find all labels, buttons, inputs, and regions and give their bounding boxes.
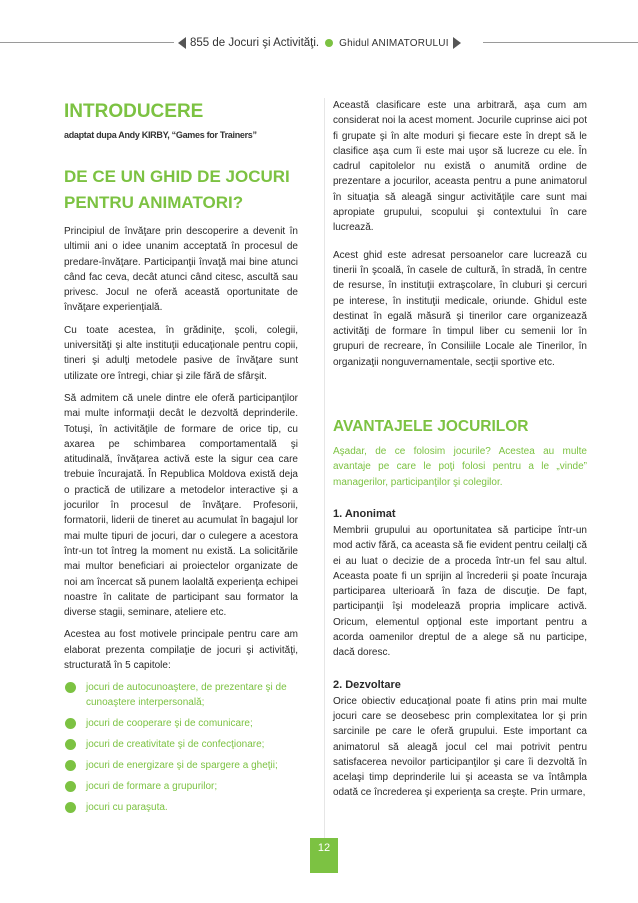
green-dot-icon (325, 39, 333, 47)
paragraph: Principiul de învăţare prin descoperire a devenit în ultimii ani o idee unanim acceptată în procesul de predare-învăţare. Participanţii învaţă mai bine atunci când fac ceva, decât atunci când citesc, ascultă sau privesc. Jocul ne oferă această oportunitate de învăţare experienţială. (64, 226, 298, 314)
paragraph: Acest ghid este adresat persoanelor care lucrează cu tinerii în şcoală, în casele de cultură, în stradă, în centre de resurse, în instituţii extraşcolare, în cluburi şi cercuri pe interese, în instituţii medicale, oriunde. Ghidul este destinat în egală măsură şi tinerilor care organizează activităţi de formare în timpul liber cu semenii lor în grupuri de recreare, în Consiliile Locale ale Tinerilor, în organizaţii nonguvernamentale, secţii sportive etc. (333, 249, 587, 368)
bullet-icon (65, 802, 76, 813)
subsection-title-anonimat: 1. Anonimat (333, 507, 396, 520)
paragraph: Orice obiectiv educaţional poate fi atins prin mai multe jocuri care se deosebesc prin complexitatea lor şi prin sarcinile pe care le oferă grupului. Este important ca animatorul să aleagă jocul cel mai potrivit pentru satisfacerea nevoilor participanţilor şi care îi dezvoltă în acelaşi timp deprinderile lui şi aceasta se va întâmpla odată ce încrederea şi experienţa sa creşte. Prin urmare, (333, 695, 587, 799)
list-item: jocuri de energizare şi de spargere a gheţii; (84, 758, 298, 773)
header-rule-right (483, 42, 638, 43)
list-item: jocuri de cooperare şi de comunicare; (84, 716, 298, 731)
list-item: jocuri de autocunoaştere, de prezentare şi de cunoaştere interpersonală; (84, 680, 298, 710)
section-heading-introducere: INTRODUCERE (64, 101, 204, 122)
section-heading-avantajele: AVANTAJELE JOCURILOR (333, 418, 529, 436)
paragraph: Cu toate acestea, în grădiniţe, şcoli, colegii, universităţi şi alte instituţii educaţionale pentru copii, tineri şi adulţi metodele pasive de învăţare sunt utilizate ore întregi, chiar şi zile fără de sfârşit. (64, 324, 298, 382)
bullet-icon (65, 682, 76, 693)
paragraph: Membrii grupului au oportunitatea să participe într-un mod activ fără, ca aceasta să fie evident pentru ceilalţi că ei au luat o decizie de a proceda într-un fel sau altul. Aceasta poate fi un sprijin al încrederii şi poate încuraja participarea ulterioară în faza de discuţie. De fapt, participanţii îşi modelează propria implicare activă. Oricum, elementul opţional este important pentru a acorda oamenilor dreptul de a alege să nu participe, dacă doresc. (333, 524, 587, 659)
list-item: jocuri de creativitate şi de confecţionare; (84, 737, 298, 752)
byline: adaptat dupa Andy KIRBY, “Games for Trainers” (64, 130, 257, 140)
chapter-list (64, 680, 298, 815)
paragraph: Această clasificare este una arbitrară, aşa cum am considerat noi la acest moment. Jocurile cuprinse aici pot fi grupate şi în alte moduri şi fiecare este în drept să le clasifice aşa cum îi este mai uşor să lucreze cu ele. În cadrul capitolelor nu există o anumită ordine de prezentare a jocurilor, aceasta pentru a pune animatorul în situaţia să aleagă singur activităţile care sunt mai apropiate grupului, scopului şi contextului în care lucrează. (333, 100, 587, 234)
running-header (0, 32, 638, 54)
left-column (64, 100, 298, 821)
subsection-title-dezvoltare: 2. Dezvoltare (333, 678, 401, 691)
subheading-guide: DE CE UN GHID DE JOCURI PENTRU ANIMATORI? (64, 167, 290, 212)
header-content (178, 35, 461, 51)
header-rule-left (0, 42, 174, 43)
bullet-icon (65, 739, 76, 750)
list-item: jocuri cu paraşuta. (84, 800, 298, 815)
header-title: 855 de Jocuri şi Activităţi. (190, 37, 320, 49)
paragraph: Acestea au fost motivele principale pentru care am elaborat prezenta compilaţie de jocuri şi activităţi, structurată în 5 capitole: (64, 629, 298, 672)
bullet-icon (65, 760, 76, 771)
right-column (333, 98, 587, 808)
triangle-right-icon (453, 37, 461, 49)
page-number: 12 (317, 842, 331, 854)
advantages-intro: Aşadar, de ce folosim jocurile? Acestea au multe avantaje pe care le poţi folosi pentru a le „vinde” managerilor, participanţilor şi colegilor. (333, 446, 587, 488)
bullet-icon (65, 718, 76, 729)
column-divider (324, 98, 325, 838)
bullet-icon (65, 781, 76, 792)
header-subtitle: Ghidul ANIMATORULUI (339, 37, 449, 49)
triangle-left-icon (178, 37, 186, 49)
list-item: jocuri de formare a grupurilor; (84, 779, 298, 794)
paragraph: Să admitem că unele dintre ele oferă participanţilor mai multe informaţii decât le dezvoltă deprinderile. Totuşi, în activităţile de formare de orice tip, cu axarea pe schimbarea comportamentală şi atitudinală, învăţarea activă este la sigur cea care trebuie încurajată. În Republica Moldova există deja o practică de utilizare a metodelor interactive şi a jocurilor în procesul de învăţare. Profesorii, formatorii, liderii de tineret au acumulat în bagajul lor mai multe tipuri de jocuri, dar o culegere a acestora într-un tot întreg la moment nu există. La solicitările mai multor beneficiari ai proiectelor organizate de noi am încercat să punem laolaltă experienţa echipei noastre în calitate de participant sau formator la diverse stagii, seminare, ateliere etc. (64, 392, 298, 619)
